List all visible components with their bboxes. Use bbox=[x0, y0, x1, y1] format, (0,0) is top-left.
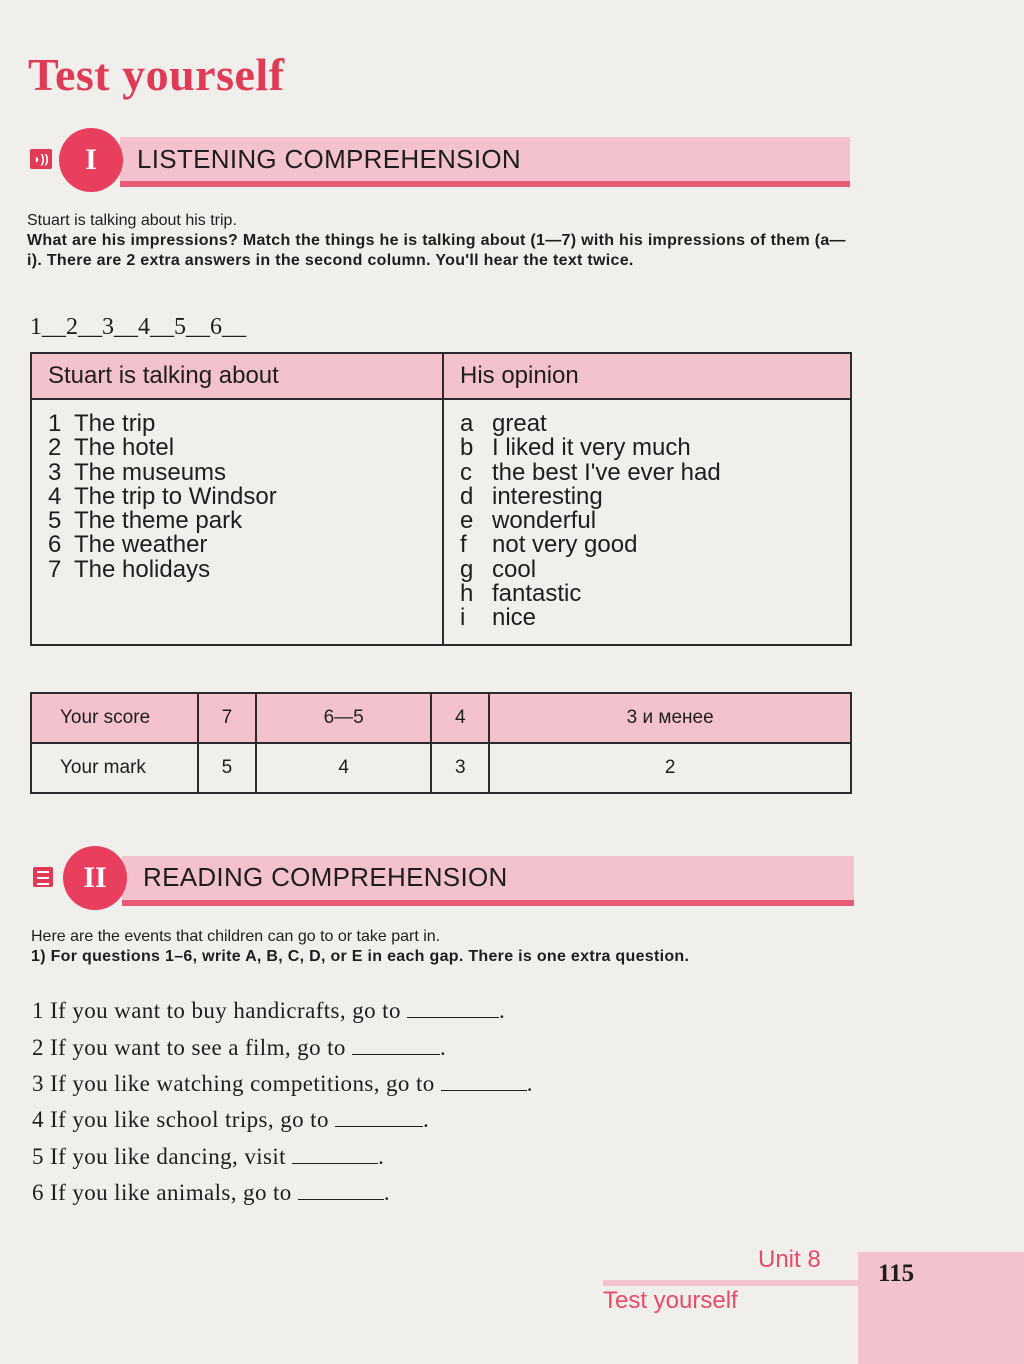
mark-label: Your mark bbox=[31, 743, 198, 793]
answer-gap[interactable] bbox=[335, 1108, 423, 1127]
list-item: 2 The hotel bbox=[48, 434, 175, 462]
table-header: His opinion bbox=[443, 353, 851, 399]
list-item: g cool bbox=[460, 555, 537, 583]
score-cell: 4 bbox=[431, 693, 489, 743]
score-cell: 6—5 bbox=[256, 693, 431, 743]
table-header: Stuart is talking about bbox=[31, 353, 443, 399]
page-number: 115 bbox=[878, 1260, 915, 1287]
matching-table bbox=[30, 352, 852, 646]
list-item: 1 The trip bbox=[48, 410, 156, 437]
list-item: 3 The museums bbox=[48, 458, 227, 486]
audio-icon: ◗)) bbox=[30, 149, 52, 169]
unit-label: Unit 8 bbox=[758, 1246, 821, 1273]
left-column bbox=[31, 399, 443, 645]
list-item: 6 The weather bbox=[48, 531, 208, 559]
question-item: 2 If you want to see a film, go to . bbox=[32, 1035, 447, 1060]
list-item: 5 The theme park bbox=[48, 507, 243, 535]
section-numeral-circle bbox=[63, 846, 127, 910]
score-cell: 7 bbox=[198, 693, 256, 743]
list-item: 4 The trip to Windsor bbox=[48, 482, 277, 510]
section-intro: Stuart is talking about his trip. bbox=[27, 212, 237, 229]
question-item: 1 If you want to buy handicrafts, go to . bbox=[32, 998, 506, 1023]
right-column bbox=[443, 399, 851, 645]
score-label: Your score bbox=[31, 693, 198, 743]
question-item: 6 If you like animals, go to . bbox=[32, 1180, 391, 1205]
mark-cell: 4 bbox=[256, 743, 431, 793]
answer-gap[interactable] bbox=[298, 1181, 384, 1200]
list-item: i nice bbox=[460, 604, 537, 632]
footer-divider bbox=[603, 1280, 858, 1286]
answer-gap[interactable] bbox=[292, 1145, 378, 1164]
footer-section-label: Test yourself bbox=[603, 1287, 738, 1314]
list-item: 7 The holidays bbox=[48, 555, 211, 583]
answer-gap[interactable] bbox=[352, 1036, 440, 1055]
section-numeral: I bbox=[85, 143, 97, 176]
answer-gap[interactable] bbox=[441, 1072, 527, 1091]
score-cell: 3 и менее bbox=[489, 693, 851, 743]
list-item: b I liked it very much bbox=[460, 434, 691, 462]
section-instruction: 1) For questions 1–6, write A, B, C, D, or E in each gap. There is one extra question. bbox=[31, 948, 690, 965]
section-numeral: II bbox=[83, 861, 107, 894]
list-item: d interesting bbox=[460, 482, 603, 510]
list-item: f not very good bbox=[460, 531, 638, 559]
mark-cell: 3 bbox=[431, 743, 489, 793]
list-item: h fantastic bbox=[460, 580, 582, 608]
answer-line: 1__2__3__4__5__6__ bbox=[30, 314, 246, 340]
section-instruction: What are his impressions? Match the things he is talking about (1—7) with his impressions of them (a—i). There are 2 extra answers in the second column. You'll hear the text twice. bbox=[27, 232, 846, 269]
question-item: 3 If you like watching competitions, go to . bbox=[32, 1071, 533, 1096]
question-item: 4 If you like school trips, go to . bbox=[32, 1107, 430, 1132]
mark-cell: 2 bbox=[489, 743, 851, 793]
list-item: e wonderful bbox=[460, 507, 597, 535]
section-intro: Here are the events that children can go to or take part in. bbox=[31, 928, 441, 945]
book-icon bbox=[33, 867, 53, 887]
section-numeral-circle bbox=[59, 128, 123, 192]
answer-gap[interactable] bbox=[407, 999, 499, 1018]
list-item: a great bbox=[460, 410, 547, 437]
section-title: READING COMPREHENSION bbox=[143, 862, 508, 892]
section-title: LISTENING COMPREHENSION bbox=[137, 144, 521, 174]
mark-cell: 5 bbox=[198, 743, 256, 793]
question-item: 5 If you like dancing, visit . bbox=[32, 1144, 385, 1169]
page-title: Test yourself bbox=[28, 49, 285, 100]
score-table bbox=[30, 692, 852, 794]
list-item: c the best I've ever had bbox=[460, 458, 721, 486]
